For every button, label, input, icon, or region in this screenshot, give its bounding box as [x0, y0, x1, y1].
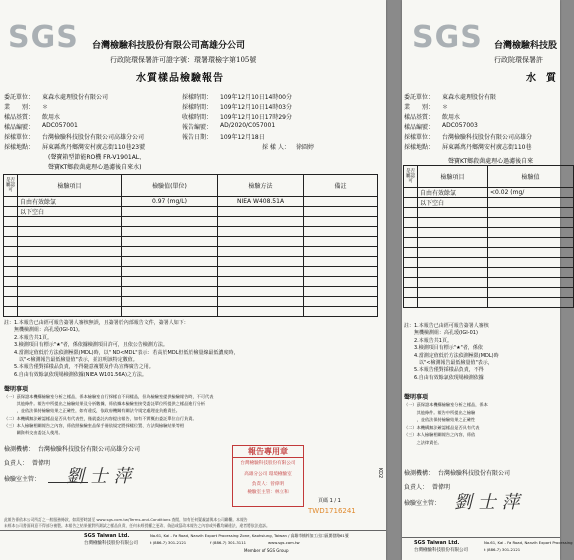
table-row [4, 197, 378, 207]
matrix-label: 樣品基質： [4, 114, 35, 121]
matrix-label: 樣品基質： [404, 114, 435, 121]
company-name: 台灣檢驗科技股 [494, 41, 558, 51]
declare-heading: 聲明事項 [404, 394, 429, 401]
footer-web: www.sgs.com.tw [268, 540, 300, 545]
report-stamp: 報告專用章 台灣檢驗科技股份有限公司 高雄分公司 環境檢驗室 負責人：曾偉明 檢驗室主管：林立和 [232, 445, 304, 507]
site-label: 採樣地點： [4, 144, 35, 151]
device-line: 聲寶KT鄉殺菌處理心過濾後自來 [448, 158, 534, 165]
table-header-row [4, 175, 378, 197]
note-line: 註：1.本報告已由經可報告簽署人審核 [404, 323, 489, 329]
sgs-logo: SGS [412, 20, 483, 55]
site-label: 採樣地點： [404, 144, 435, 151]
declare-line: 之法律責任。 [404, 439, 442, 445]
report-sheet-right [402, 0, 573, 560]
sampler-label: 採樣單位： [4, 134, 35, 141]
industry-label: 業 別： [404, 104, 435, 111]
item-cell: 自由有效餘氯 [418, 188, 488, 198]
declare-line: 其他條件。報告中所提出之檢驗 [404, 409, 476, 415]
side-code: KD2 [377, 467, 384, 479]
note-line: 2.本報告共1頁。 [404, 337, 452, 344]
col-accredited: 是否屬認可 [4, 175, 18, 197]
col-item: 檢驗項目 [18, 175, 122, 197]
footer-address: No.61, Kai - Fa Road, Nanzih Export Processing Zone, Kaohsiung, Taiwan / 高雄市楠梓加工出口區開發路61號 [150, 533, 349, 538]
value-cell: <0.02 (mg/ [488, 188, 574, 198]
declare-line: （三）本人檢驗相關報告之內容，係依照檢驗室品保手冊依規定將採樣位置、方法與檢驗結果等相 [4, 422, 185, 428]
results-table [3, 174, 378, 317]
note-line: 6.自由有效餘氯依現場檢測依據(NIEA W101.56A)之方法。 [4, 371, 147, 378]
lab-label: 檢測機構： [404, 470, 435, 477]
chief-value: 曾偉明 [32, 460, 51, 467]
terms-line-2: 未經本公司書面同意不得部分複製。本報告之結果僅對所測試之樣品負責，任何未經授權之更改、偽造或篡改本報告之內容或外觀均屬違法，違者將依法追訴。 [4, 523, 270, 528]
footer-tel: t (886-7) 301-2121 [150, 540, 187, 545]
footer-fax: f (886-7) 301-3111 [210, 540, 247, 545]
footer-company-en: SGS Taiwan Ltd. [84, 533, 130, 539]
site-value: 屏東縣萬丹鄉灣安村廣志街110巷23號 [42, 144, 146, 151]
sample-time-value: 109年12月10日14時00分 [220, 94, 292, 101]
serial-number: TWD1716241 [308, 507, 356, 515]
declare-line: ，並依法保持檢驗結果之正確性，如有違反，依政府機關有關法令規定處理並負擔責任。 [4, 408, 180, 414]
footer-tel: t (886-7) 301-2121 [484, 547, 521, 552]
footer-company-en: SGS Taiwan Ltd. [414, 540, 460, 546]
manager-label: 檢驗室主管： [4, 476, 41, 483]
lab-label: 檢測機構： [4, 446, 35, 453]
chief-label: 負責人： [4, 460, 29, 467]
declare-line: （三）本人檢驗相關報告之內容，係依 [404, 432, 476, 438]
license-no: 行政院環保署許可證字號：環署環檢字第105號 [110, 56, 257, 64]
collector-value: 徐圓婷 [296, 144, 315, 151]
recv-time-value: 109年12月10日17時29分 [220, 114, 292, 121]
footer-company-zh: 台灣檢驗科技股份有限公司 [84, 541, 138, 546]
declare-heading: 聲明事項 [4, 386, 29, 393]
method-cell: NIEA W408.51A [218, 197, 304, 207]
col-accredited: 是否屬認可 [404, 166, 418, 188]
declare-block [4, 393, 213, 436]
note-line: 註：1.本報告已由經可報告簽署人審核無誤，且簽署於內部報告文件，簽署人如下： [4, 320, 189, 326]
footer-divider [0, 530, 386, 531]
footer-address: No.61, Kai - Fa Road, Nanzih Export Processing [484, 540, 573, 545]
declare-line: （一）茲保證本機構檢驗室分析之樣品，係本 [404, 402, 488, 407]
notes-block [4, 320, 239, 379]
note-line: 4.當測定值低於方法偵測極限(MDL)時 [404, 352, 499, 359]
declare-line: （一）茲保證本機構檢驗室分析之樣品，係本檢驗室自行採樣自不同樣品，但為檢驗室提供檢驗報告時，不可代表 [4, 394, 214, 399]
lab-value: 台灣檢驗科技股份有限公司 [438, 470, 511, 477]
item-cell: 以下空白 [18, 207, 122, 217]
sample-time-label: 採樣時間： [182, 94, 213, 101]
note-line: 3.檢測項目有標示"★"者，係依據檢測項目許可，且依公告檢測方法。 [4, 342, 168, 349]
sampler-value: 台灣檢驗科技股份有限公司高雄分公司 [42, 134, 145, 141]
item-cell: 以下空白 [418, 198, 488, 208]
col-value: 檢驗值(單位) [122, 175, 218, 197]
declare-block [404, 401, 488, 447]
note-line: 4.當測定值低於方法偵測極限(MDL)時，以" ND<MDL"表示：若高於MDL但低於檢量線最低濃度時， [4, 349, 239, 356]
license-no: 行政院環保署許 [494, 56, 543, 64]
note-line: 以"<檢測報告最低檢量值"表示，並註明該特定數值。 [4, 357, 138, 364]
client-value: 東森水處理股份有限公司 [42, 94, 109, 101]
device-line-2: 聲寶KT鄉殺菌處理心過濾後自來水) [48, 164, 142, 171]
industry-value: ＊ [442, 104, 449, 111]
note-line: 無機檢測組：高孔瑗(IGI-01)。 [4, 327, 83, 334]
start-time-value: 109年12月10日14時03分 [220, 104, 292, 111]
footer-company-zh: 台灣檢驗科技股份有限公司 [414, 548, 468, 553]
client-label: 委託單位： [404, 94, 435, 101]
col-item: 檢驗項目 [418, 166, 488, 188]
table-row [404, 188, 574, 198]
notes-block [404, 323, 499, 382]
client-value: 東森水處理股份有限 [442, 94, 497, 101]
declare-line: （二）本機構無法確認樣品是否具有代表性，僅就委託內容提出報告，如有不實概由委託單位自行負責。 [4, 415, 197, 421]
footer-member: Member of SGS Group [244, 548, 289, 553]
sampler-label: 採樣單位： [404, 134, 435, 141]
table-row [4, 207, 378, 217]
company-name: 台灣檢驗科技股份有限公司高雄分公司 [92, 41, 246, 51]
matrix-value: 飲用水 [442, 114, 461, 121]
recv-time-label: 收樣時間： [182, 114, 213, 121]
sample-no-label: 樣品編號： [4, 124, 35, 131]
value-cell: 0.97 (mg/L) [122, 197, 218, 207]
note-line: 6.自由有效餘氯依現場檢測依據 [404, 374, 484, 381]
note-line: 以"<檢測報告最低檢量值"表示， [404, 360, 493, 367]
declare-line: ，並依法保持檢驗結果之正確性 [404, 417, 476, 423]
note-line: 5.本報告僅對採樣品負責，不得 [404, 367, 484, 374]
results-table [403, 165, 574, 308]
col-method: 檢驗方法 [218, 175, 304, 197]
report-date-value: 109年12月18日 [220, 134, 265, 141]
note-line: 5.本報告僅對採樣品負責，不得隨意複製及作為宣傳廣告之用。 [4, 364, 154, 371]
footer-divider [402, 537, 560, 538]
matrix-value: 飲用水 [42, 114, 61, 121]
page-indicator: 頁碼 1 / 1 [318, 498, 341, 504]
note-line: 無機檢測組：高孔瑗(IGI-01) [404, 330, 478, 337]
report-no-value: AD/2020/C057001 [220, 122, 276, 129]
report-title: 水質樣品檢驗報告 [136, 73, 224, 84]
chief-label: 負責人： [404, 484, 429, 491]
sample-no-value: ADC057003 [442, 122, 478, 129]
industry-label: 業 別： [4, 104, 35, 111]
site-value: 屏東縣萬丹鄉灣安村廣志街110巷 [442, 144, 532, 151]
sample-no-label: 樣品編號： [404, 124, 435, 131]
start-time-label: 採樣時間： [182, 104, 213, 111]
manager-label: 檢驗室主管： [404, 500, 441, 507]
client-label: 委託單位： [4, 94, 35, 101]
handwritten-signature: 劉 士 萍 [454, 492, 520, 513]
device-line: (聲寶箱型節能RO機 FR-V1901AL、 [48, 154, 146, 161]
declare-line: （二）本機構無法確認樣品是否具有代表 [404, 424, 480, 430]
sgs-logo: SGS [8, 20, 79, 55]
declare-line: 其他條件。報告中所提出之檢驗結果及分析數據，係依據本檢驗室接受委託單位所提供之樣品進行分析 [4, 401, 206, 407]
report-no-label: 報告編號： [182, 124, 213, 131]
signature-line [48, 482, 88, 483]
col-remark: 備註 [304, 175, 378, 197]
table-row [404, 198, 574, 208]
item-cell: 自由有效餘氯 [18, 197, 122, 207]
collector-label: 採 樣 人： [262, 144, 290, 151]
declare-line: 關資料交由委託人使用。 [4, 430, 63, 436]
handwritten-signature: 劉 士 萍 [66, 466, 132, 487]
lab-value: 台灣檢驗科技股份有限公司高雄分公司 [38, 446, 141, 453]
note-line: 3.檢測項目有標示"★"者，係依 [404, 345, 483, 352]
terms-line: 此報告係依本公司所訂之一般服務條款，如需要時請至 www.sgs.com.tw/Terms-and-Conditions 查閱，如有任何疑義請與本公司聯繫。本報告 [4, 517, 248, 522]
chief-value: 曾偉明 [432, 484, 451, 491]
report-date-label: 報告日期： [182, 134, 213, 141]
industry-value: ＊ [42, 104, 49, 111]
col-value: 檢驗值 [488, 166, 574, 188]
sample-no-value: ADC057001 [42, 122, 78, 129]
report-title: 水 質 [526, 73, 556, 84]
sampler-value: 台灣檢驗科技股份有限公司高雄分 [442, 134, 533, 141]
note-line: 2.本報告共1頁。 [4, 334, 52, 341]
